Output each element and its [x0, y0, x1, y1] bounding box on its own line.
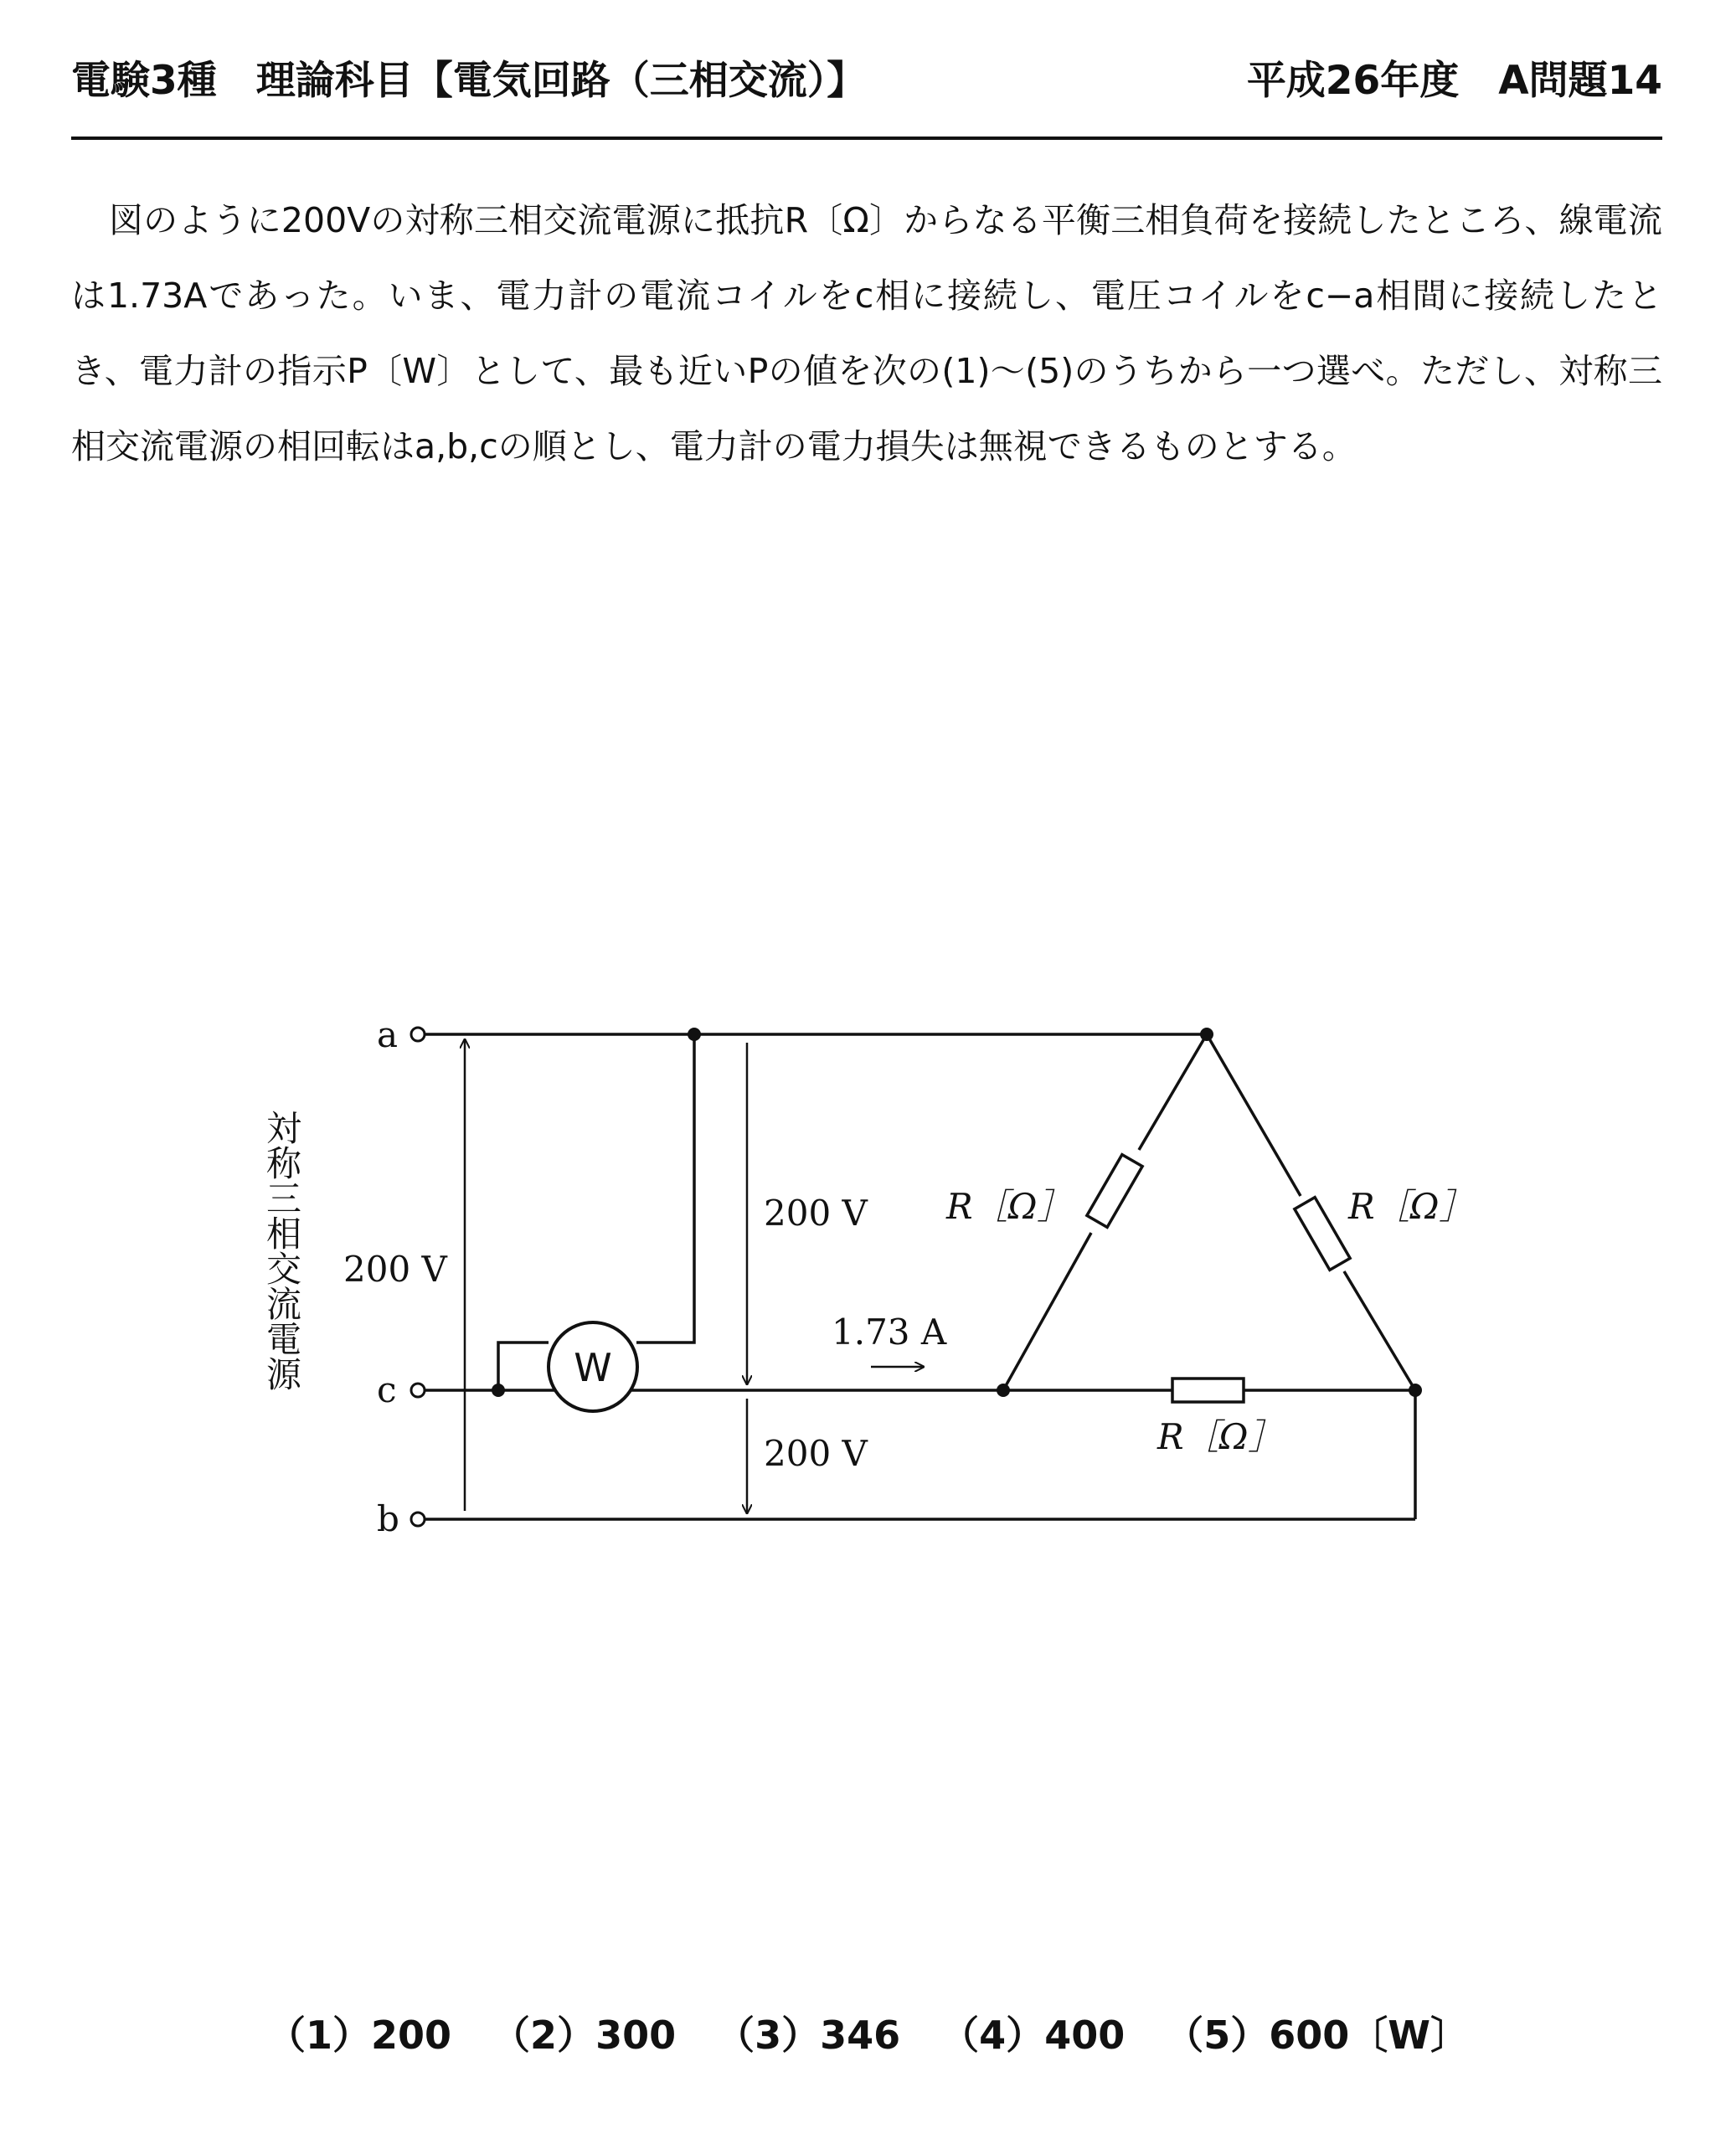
resistor-left [1087, 1155, 1142, 1228]
question-text: 図のように200Vの対称三相交流電源に抵抗R〔Ω〕からなる平衡三相負荷を接続したところ、線電流は1.73Aであった。いま、電力計の電流コイルをc相に接続し、電圧コイルをc−a相間に接続したとき、電力計の指示P〔W〕として、最も近いPの値を次の(1)〜(5)のうちから一つ選べ。ただし、対称三相交流電源の相回転はa,b,cの順とし、電力計の電力損失は無視できるものとする。 [71, 200, 1662, 466]
choice-number: （1） [266, 2013, 371, 2058]
resistor-bottom [1172, 1379, 1244, 1402]
choice-value: 600〔W〕 [1269, 2013, 1470, 2058]
line-current-label: 1.73 A [832, 1312, 947, 1353]
header-divider [71, 137, 1662, 140]
resistor-left-label: R［Ω］ [946, 1186, 1073, 1227]
source-label: 対称三相交流電源 [261, 1110, 302, 1391]
choice-number: （4） [940, 2013, 1045, 2058]
choice-4[interactable] [940, 2013, 1125, 2058]
node-delta-top [1200, 1028, 1213, 1041]
choice-number: （3） [716, 2013, 821, 2058]
resistor-bottom-label: R［Ω］ [1157, 1416, 1284, 1457]
choice-value: 346 [820, 2013, 901, 2058]
terminal-b-label: b [377, 1498, 399, 1539]
choice-value: 400 [1044, 2013, 1126, 2058]
circuit-diagram [234, 997, 1507, 1549]
wattmeter-label: W [574, 1345, 612, 1390]
delta-left-edge-upper [1139, 1034, 1207, 1150]
resistor-right [1295, 1198, 1350, 1270]
delta-left-edge-lower [1003, 1233, 1091, 1390]
choice-value: 200 [371, 2013, 452, 2058]
choice-2[interactable] [492, 2013, 676, 2058]
circuit-svg [234, 997, 1507, 1549]
wattmeter-voltage-lead-c [498, 1343, 549, 1390]
node-delta-left [997, 1384, 1010, 1397]
choice-3[interactable] [716, 2013, 900, 2058]
choice-number: （5） [1165, 2013, 1270, 2058]
choice-number: （2） [492, 2013, 596, 2058]
node-c-junction [492, 1384, 505, 1397]
voltage-ac-label: 200 V [764, 1193, 868, 1234]
choice-1[interactable] [267, 2013, 451, 2058]
terminal-a-icon [411, 1028, 425, 1041]
header-title: 電験3種 理論科目【電気回路（三相交流）】 [71, 58, 867, 104]
page-header [71, 52, 1662, 111]
node-a-junction [688, 1028, 701, 1041]
terminal-c-icon [411, 1384, 425, 1397]
voltage-cb-label: 200 V [764, 1433, 868, 1474]
delta-right-edge-upper [1207, 1034, 1301, 1196]
answer-choices [0, 2006, 1736, 2064]
node-delta-right [1409, 1384, 1422, 1397]
delta-right-edge-lower [1344, 1271, 1415, 1390]
wattmeter-voltage-lead-a [636, 1034, 694, 1343]
terminal-b-icon [411, 1513, 425, 1526]
resistor-right-label: R［Ω］ [1348, 1186, 1475, 1227]
terminal-c-label: c [377, 1369, 397, 1410]
choice-value: 300 [595, 2013, 677, 2058]
voltage-source-label: 200 V [343, 1249, 447, 1290]
choice-5[interactable] [1165, 2013, 1469, 2058]
header-exam-info: 平成26年度 A問題14 [1246, 58, 1662, 104]
terminal-a-label: a [377, 1014, 399, 1055]
